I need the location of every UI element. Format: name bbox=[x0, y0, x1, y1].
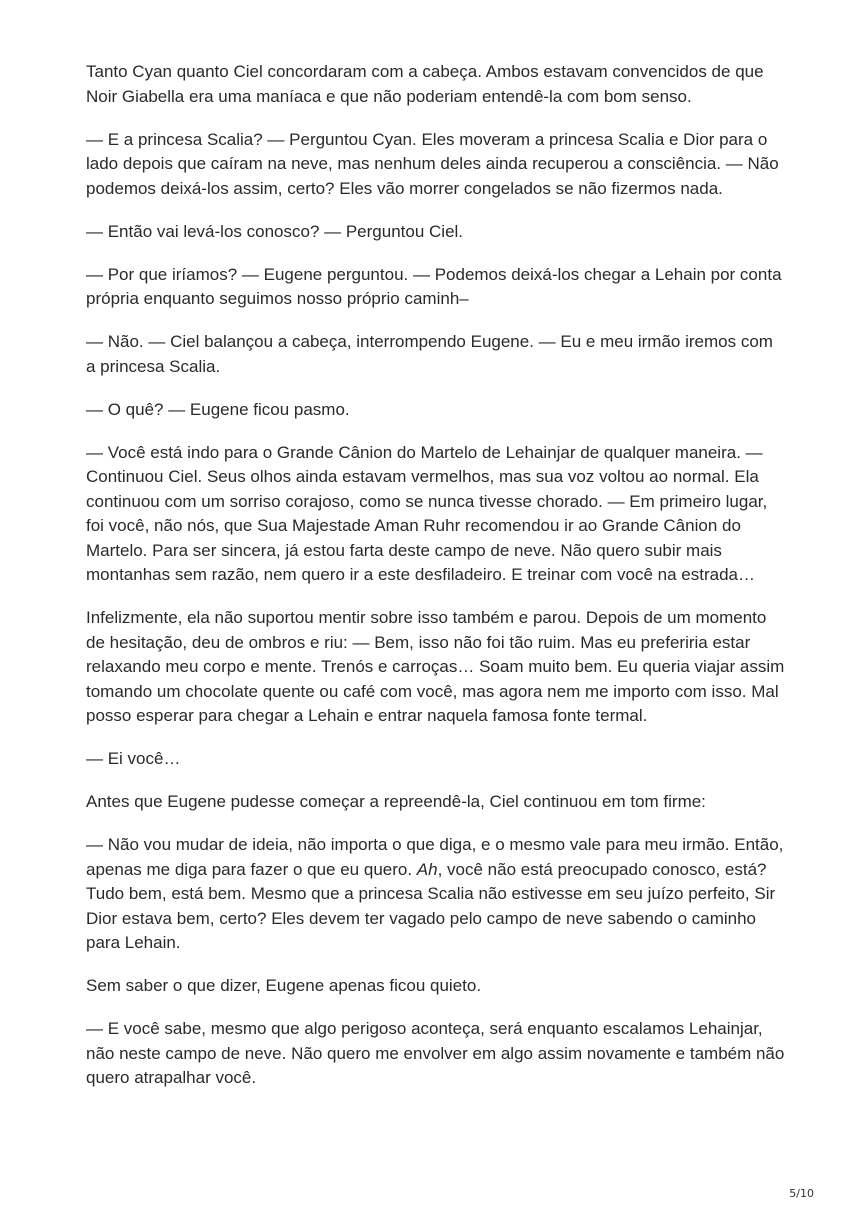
paragraph-9: — Ei você… bbox=[86, 749, 181, 768]
paragraph-7: — Você está indo para o Grande Cânion do Martelo de Lehainjar de qualquer maneira. — Continuou Ciel. Seus olhos ainda estavam vermelhos, mas sua voz voltou ao normal. Ela continuou com um sorriso corajoso, como se nunca tivesse chorado. — Em primeiro lugar, foi você, não nós, que Sua Majestade Aman Ruhr recomendou ir ao Grande Cânion do Martelo. Para ser sincera, já estou farta deste campo de neve. Não quero subir mais montanhas sem razão, nem quero ir a este desfiladeiro. E treinar com você na estrada… bbox=[86, 442, 768, 584]
paragraph-8: Infelizmente, ela não suportou mentir sobre isso também e parou. Depois de um momento de hesitação, deu de ombros e riu: — Bem, isso não foi tão ruim. Mas eu preferiria estar relaxando meu corpo e mente. Trenós e carroças… Soam muito bem. Eu queria viajar assim tomando um chocolate quente ou café com você, mas agora nem me importo com isso. Mal posso esperar para chegar a Lehain e entrar naquela famosa fonte termal. bbox=[86, 608, 785, 725]
paragraph-1: Tanto Cyan quanto Ciel concordaram com a cabeça. Ambos estavam convencidos de que Noir Giabella era uma maníaca e que não poderiam entendê-la com bom senso. bbox=[86, 62, 764, 106]
paragraph-11-text-before: — Não vou mudar de ideia, não importa o que diga, e o mesmo vale para meu irmão. Então, apenas me diga para fazer o que eu quero. bbox=[86, 835, 784, 879]
paragraph-13: — E você sabe, mesmo que algo perigoso aconteça, será enquanto escalamos Lehainjar, não neste campo de neve. Não quero me envolver em algo assim novamente e também não quero atrapalhar você. bbox=[86, 1019, 785, 1087]
paragraph-5: — Não. — Ciel balançou a cabeça, interrompendo Eugene. — Eu e meu irmão iremos com a princesa Scalia. bbox=[86, 332, 773, 376]
paragraph-11-emphasis: Ah bbox=[416, 859, 438, 879]
paragraph-6: — O quê? — Eugene ficou pasmo. bbox=[86, 399, 350, 419]
paragraph-11 bbox=[86, 833, 786, 956]
paragraph-2: — E a princesa Scalia? — Perguntou Cyan. Eles moveram a princesa Scalia e Dior para o lado depois que caíram na neve, mas nenhum deles ainda recuperou a consciência. — Não podemos deixá-los assim, certo? Eles vão morrer congelados se não fizermos nada. bbox=[86, 129, 779, 198]
paragraph-4: — Por que iríamos? — Eugene perguntou. — Podemos deixá-los chegar a Lehain por conta própria enquanto seguimos nosso próprio caminh– bbox=[86, 264, 782, 308]
paragraph-11-text-after: , você não está preocupado conosco, está? Tudo bem, está bem. Mesmo que a princesa Scalia não estivesse em seu juízo perfeito, Sir Dior estava bem, certo? Eles devem ter vagado pelo campo de neve sabendo o caminho para Lehain. bbox=[86, 859, 776, 952]
paragraph-12: Sem saber o que dizer, Eugene apenas ficou quieto. bbox=[86, 976, 482, 995]
paragraph-10: Antes que Eugene pudesse começar a repreendê-la, Ciel continuou em tom firme: bbox=[86, 792, 706, 811]
paragraph-3: — Então vai levá-los conosco? — Perguntou Ciel. bbox=[86, 221, 464, 241]
page-number: 5/10 bbox=[789, 1187, 814, 1200]
document-body bbox=[86, 60, 786, 1109]
